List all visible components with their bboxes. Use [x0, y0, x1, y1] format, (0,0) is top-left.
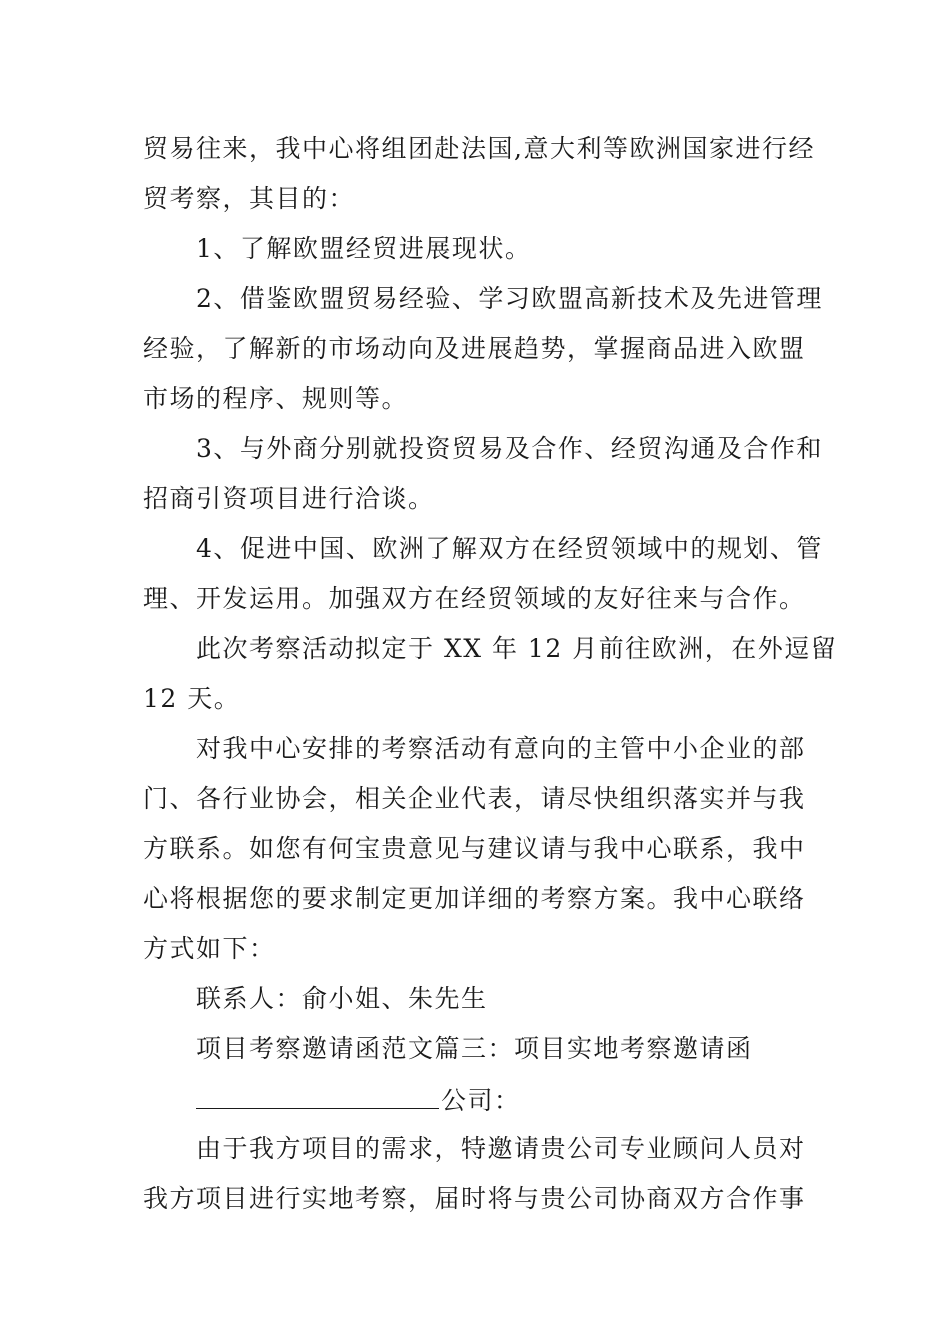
- section-heading: 项目考察邀请函范文篇三：项目实地考察邀请函: [196, 1034, 753, 1063]
- body-text-line: 招商引资项目进行洽谈。: [143, 484, 435, 513]
- salutation-text: 公司：: [441, 1086, 521, 1115]
- body-text-line: 贸考察，其目的：: [143, 184, 356, 213]
- contact-line: 联系人：俞小姐、朱先生: [196, 984, 488, 1013]
- body-text-line: 我方项目进行实地考察，届时将与贵公司协商双方合作事: [143, 1184, 806, 1213]
- fill-in-blank: [196, 1084, 439, 1109]
- salutation-line: [196, 1084, 521, 1116]
- body-text-line: 经验，了解新的市场动向及进展趋势，掌握商品进入欧盟: [143, 334, 806, 363]
- body-text-line: 方式如下：: [143, 934, 276, 963]
- body-text-line: 对我中心安排的考察活动有意向的主管中小企业的部: [196, 734, 806, 763]
- body-text-line: 由于我方项目的需求，特邀请贵公司专业顾问人员对: [196, 1134, 806, 1163]
- body-text-line: 方联系。如您有何宝贵意见与建议请与我中心联系，我中: [143, 834, 806, 863]
- body-text-line: 此次考察活动拟定于 XX 年 12 月前往欧洲，在外逗留: [196, 634, 838, 663]
- body-text-line: 贸易往来，我中心将组团赴法国,意大利等欧洲国家进行经: [143, 134, 815, 163]
- body-text-line: 门、各行业协会，相关企业代表，请尽快组织落实并与我: [143, 784, 806, 813]
- list-item-3: 3、与外商分别就投资贸易及合作、经贸沟通及合作和: [196, 434, 823, 463]
- list-item-2: 2、借鉴欧盟贸易经验、学习欧盟高新技术及先进管理: [196, 284, 823, 313]
- body-text-line: 心将根据您的要求制定更加详细的考察方案。我中心联络: [143, 884, 806, 913]
- body-text-line: 12 天。: [143, 684, 241, 713]
- list-item-1: 1、了解欧盟经贸进展现状。: [196, 234, 532, 263]
- body-text-line: 市场的程序、规则等。: [143, 384, 409, 413]
- body-text-line: 理、开发运用。加强双方在经贸领域的友好往来与合作。: [143, 584, 806, 613]
- list-item-4: 4、促进中国、欧洲了解双方在经贸领域中的规划、管: [196, 534, 823, 563]
